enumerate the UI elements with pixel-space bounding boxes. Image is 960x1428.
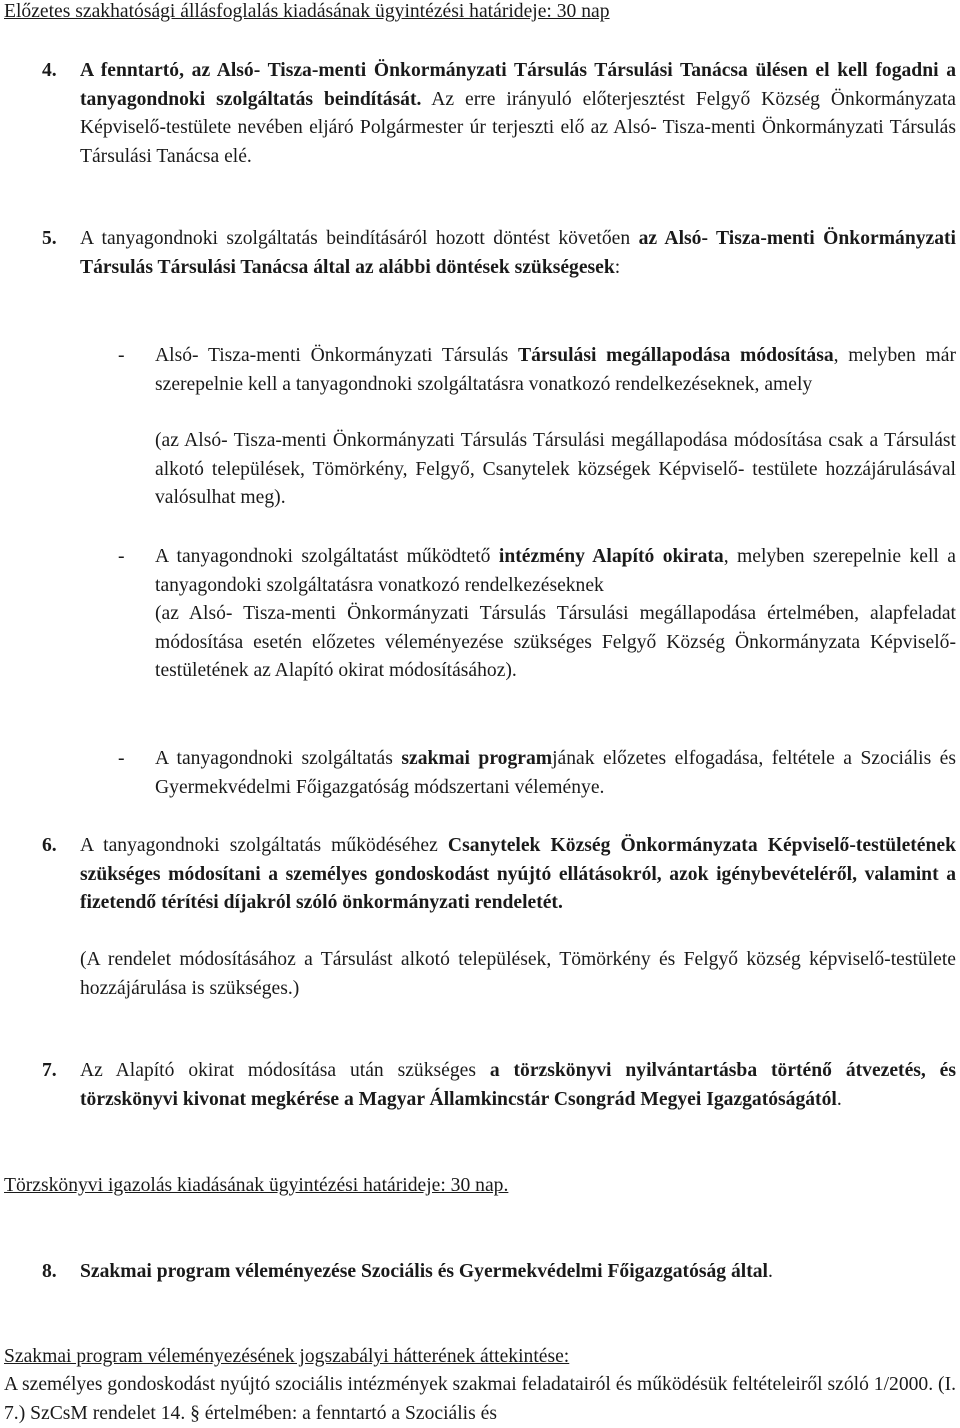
- item-7-number: 7.: [42, 1060, 57, 1081]
- legal-text: A személyes gondoskodást nyújtó szociális intézmények szakmai feladatairól és működésük feltételeiről szóló 1/2000. (I. 7.) SzCsM rendelet 14. § értelmében: a fenntartó a Szociális és: [4, 1374, 956, 1424]
- item-5-plain: A tanyagondnoki szolgáltatás beindításáról hozott döntést követően: [80, 228, 639, 249]
- bullet-1-plain-2: , melyben már szerepelnie kell a tanyagondnoki szolgáltatásra vonatkozó rendelkezéseknek, amely: [155, 345, 956, 395]
- bullet-2-dash: -: [118, 546, 125, 567]
- registry-deadline-note: Törzskönyvi igazolás kiadásának ügyintézési határideje: 30 nap.: [4, 1175, 509, 1196]
- item-4-number: 4.: [42, 60, 57, 81]
- bullet-2-plain-1: A tanyagondnoki szolgáltatást működtető: [155, 546, 499, 567]
- bullet-1-plain-1: Alsó- Tisza-menti Önkormányzati Társulás: [155, 345, 518, 366]
- item-6-text: [80, 832, 956, 918]
- bullet-1-dash: -: [118, 345, 125, 366]
- top-deadline-note: Előzetes szakhatósági állásfoglalás kiadásának ügyintézési határideje: 30 nap: [4, 1, 610, 22]
- bullet-1-bold: Társulási megállapodása módosítása: [518, 345, 834, 366]
- item-5-bold: az Alsó- Tisza-menti Önkormányzati Társulás Társulási Tanácsa által az alábbi döntések szükségesek: [80, 228, 956, 278]
- item-5-end: :: [614, 256, 621, 278]
- item-7-text: [80, 1057, 956, 1114]
- bullet-3-plain-1: A tanyagondnoki szolgáltatás: [155, 748, 402, 769]
- item-5-number: 5.: [42, 228, 57, 249]
- bullet-1-text: [155, 342, 956, 399]
- item-6-number: 6.: [42, 835, 57, 856]
- item-7-end: .: [836, 1088, 842, 1110]
- bullet-3-text: [155, 745, 956, 802]
- item-4-text: [80, 57, 956, 171]
- item-8-bold: Szakmai program véleményezése Szociális és Gyermekvédelmi Főigazgatóság által: [80, 1261, 768, 1282]
- item-7-plain: Az Alapító okirat módosítása után szükséges: [80, 1060, 490, 1081]
- bullet-2-plain-2: , melyben szerepelnie kell a tanyagondoki szolgáltatásra vonatkozó rendelkezéseknek: [155, 546, 956, 596]
- item-8-text: [80, 1258, 956, 1287]
- item-8-number: 8.: [42, 1261, 57, 1282]
- bullet-2-text: [155, 543, 956, 600]
- item-4-bold: A fenntartó, az Alsó- Tisza-menti Önkormányzati Társulás Társulási Tanácsa ülésen el kell fogadni a tanyagondnoki szolgáltatás beindítását.: [80, 60, 956, 110]
- item-4-rest: Az erre irányuló előterjesztést Felgyő Község Önkormányzata Képviselő-testülete nevében eljáró Polgármester úr terjeszti elő az Alsó- Tisza-menti Önkormányzati Társulás Társulási Tanácsa elé.: [80, 88, 957, 167]
- item-8-end: .: [768, 1261, 773, 1282]
- item-6-bold: Csanytelek Község Önkormányzata Képviselő-testületének szükséges módosítani a személyes gondoskodást nyújtó ellátásokról, azok igénybevételéről, valamint a fizetendő térítési díjakról szóló önkormányzati rendeletét.: [80, 835, 956, 914]
- item-5-text: [80, 225, 956, 282]
- item-6-plain: A tanyagondnoki szolgáltatás működéséhez: [80, 835, 448, 856]
- bullet-3-plain-2: jának előzetes elfogadása, feltétele a Szociális és Gyermekvédelmi Főigazgatóság módszertani véleménye.: [155, 748, 957, 798]
- bullet-1-note: (az Alsó- Tisza-menti Önkormányzati Társulás Társulási megállapodása módosítása csak a Társulást alkotó települések, Tömörkény, Felgyő, Csanytelek községek Képviselő- testülete hozzájárulásával valósulhat meg).: [155, 430, 956, 509]
- item-7-bold: a törzskönyvi nyilvántartásba történő átvezetés, és törzskönyvi kivonat megkérése a Magyar Államkincstár Csongrád Megyei Igazgatóságától: [80, 1060, 956, 1110]
- legal-heading: Szakmai program véleményezésének jogszabályi hátterének áttekintése:: [4, 1346, 570, 1367]
- item-6-note: (A rendelet módosításához a Társulást alkotó települések, Tömörkény és Felgyő község képviselő-testülete hozzájárulása is szükséges.): [80, 949, 956, 999]
- bullet-2-note: (az Alsó- Tisza-menti Önkormányzati Társulás Társulási megállapodása értelmében, alapfeladat módosítása esetén előzetes véleményezése szükséges Felgyő Község Önkormányzata Képviselő-testületének az Alapító okirat módosításához).: [155, 603, 956, 682]
- bullet-2-bold: intézmény Alapító okirata: [498, 546, 724, 567]
- bullet-3-dash: -: [118, 748, 125, 769]
- bullet-3-bold: szakmai program: [401, 748, 553, 769]
